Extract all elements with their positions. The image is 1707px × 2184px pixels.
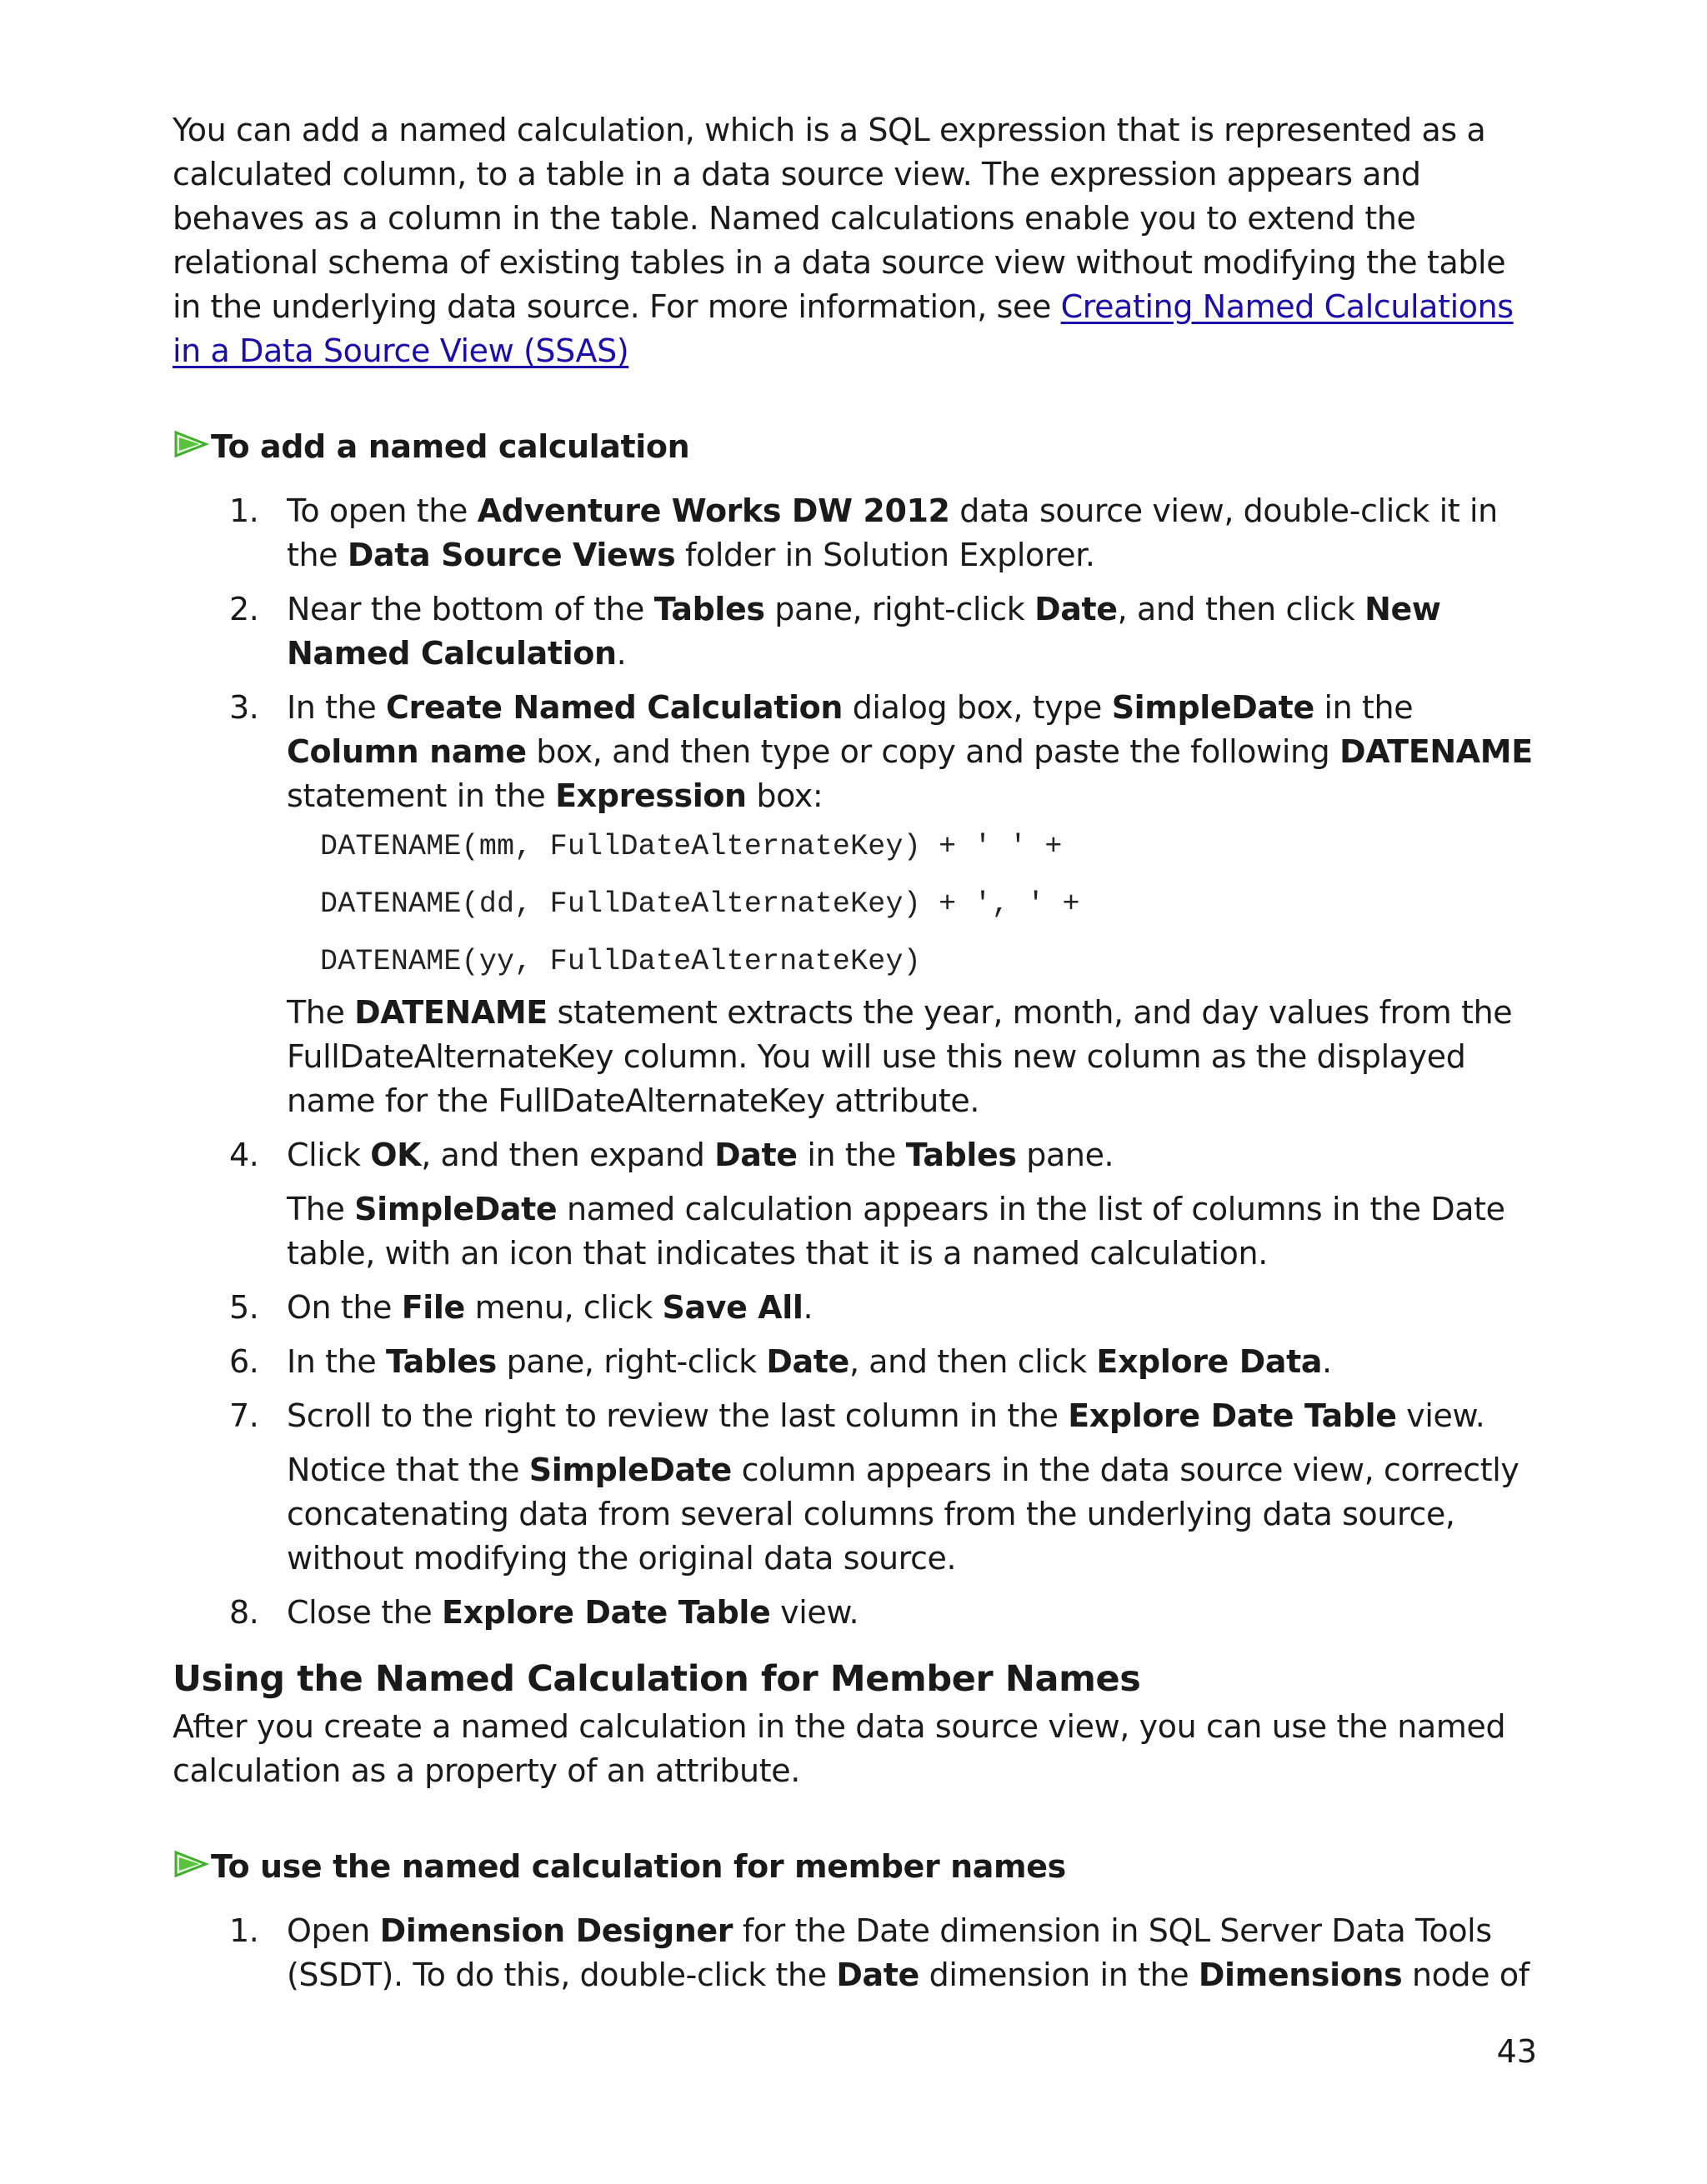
step-number: 7.: [229, 1397, 259, 1434]
step-note: [287, 1187, 1539, 1276]
document-page: [173, 108, 1539, 2007]
step-1: [173, 489, 1539, 577]
ui-term: Tables: [653, 591, 765, 627]
step-8: [173, 1591, 1539, 1635]
step-number: 5.: [229, 1289, 259, 1326]
section-intro: After you create a named calculation in the data source view, you can use the named calculation as a property of an attribute.: [173, 1708, 1506, 1789]
ui-term: Date: [836, 1957, 919, 1993]
code-line: DATENAME(mm, FullDateAlternateKey) + ' ' +: [320, 830, 1063, 863]
step-text: .: [803, 1289, 813, 1326]
ui-term: Column name: [287, 733, 527, 770]
step-5: [173, 1286, 1539, 1330]
step-number: 4.: [229, 1137, 259, 1173]
step-text: in the: [1314, 689, 1414, 726]
step-number: 2.: [229, 591, 259, 627]
step-note: [287, 1448, 1539, 1581]
step-text: , and then expand: [421, 1137, 715, 1173]
note-text: named calculation appears in the list of columns in the Date table, with an icon that indicates that it is a named calculation.: [287, 1191, 1505, 1272]
page-number: 43: [1496, 2033, 1537, 2070]
step-text: , and then click: [1117, 591, 1365, 627]
step-text: In the: [287, 1343, 387, 1380]
step-text: menu, click: [464, 1289, 663, 1326]
code-block: [287, 818, 1539, 991]
step-text: dialog box, type: [843, 689, 1112, 726]
ui-term: Explore Date Table: [442, 1594, 771, 1631]
step-text: node of: [1402, 1957, 1529, 1993]
step-text: Open: [287, 1912, 380, 1949]
note-text: The: [287, 1191, 355, 1227]
ui-term: Dimension Designer: [379, 1912, 733, 1949]
ui-term: SimpleDate: [528, 1452, 732, 1488]
procedure-title: To use the named calculation for member names: [211, 1848, 1066, 1885]
ui-term: File: [401, 1289, 465, 1326]
note-text: statement extracts the year, month, and day values from the FullDateAlternateKey column. You will use this new column as the displayed name for the FullDateAlternateKey attribute.: [287, 994, 1513, 1119]
step-number: 3.: [229, 689, 259, 726]
step-text: pane, right-click: [496, 1343, 767, 1380]
procedure-heading-member-names: [173, 1845, 1539, 1889]
creating-named-calculations-link[interactable]: Creating Named Calculations in a Data Source View (SSAS): [173, 288, 1514, 369]
step-text: , and then click: [848, 1343, 1097, 1380]
step-text: Close the: [287, 1594, 443, 1631]
ui-term: Expression: [555, 777, 747, 814]
step-text: Near the bottom of the: [287, 591, 654, 627]
step-number: 1.: [229, 1912, 259, 1949]
step-number: 6.: [229, 1343, 259, 1380]
step-text: To open the: [287, 492, 478, 529]
step-text: folder in Solution Explorer.: [675, 537, 1095, 573]
ui-term: Tables: [905, 1137, 1017, 1173]
step-6: [173, 1340, 1539, 1384]
step-text: .: [616, 635, 627, 672]
step-3: [173, 686, 1539, 1123]
ui-term: Date: [714, 1137, 798, 1173]
note-text: Notice that the: [287, 1452, 529, 1488]
step-text: On the: [287, 1289, 402, 1326]
ui-term: Save All: [662, 1289, 803, 1326]
step-text: pane, right-click: [764, 591, 1035, 627]
ui-term: Data Source Views: [347, 537, 676, 573]
note-text: column appears in the data source view, correctly concatenating data from several columns from the underlying data source, without modifying the original data source.: [287, 1452, 1519, 1577]
step-text: .: [1322, 1343, 1332, 1380]
step-text: box:: [746, 777, 823, 814]
step-2: [173, 587, 1539, 676]
section-heading: Using the Named Calculation for Member Names: [173, 1658, 1141, 1700]
step-number: 8.: [229, 1594, 259, 1631]
procedure-heading-add: [173, 425, 1539, 469]
ui-term: OK: [370, 1137, 422, 1173]
ui-term: SimpleDate: [1111, 689, 1314, 726]
ui-term: SimpleDate: [354, 1191, 558, 1227]
code-line: DATENAME(dd, FullDateAlternateKey) + ', ' +: [320, 887, 1080, 921]
note-text: The: [287, 994, 355, 1031]
step-note: [287, 991, 1539, 1123]
green-arrow-icon: [173, 1847, 209, 1881]
step-text: pane.: [1016, 1137, 1114, 1173]
ui-term: Tables: [386, 1343, 497, 1380]
step-text: statement in the: [287, 777, 556, 814]
step-text: Click: [287, 1137, 371, 1173]
steps-list-member-names: [173, 1909, 1539, 1997]
ui-term: Adventure Works DW 2012: [477, 492, 950, 529]
step-text: dimension in the: [919, 1957, 1199, 1993]
code-line: DATENAME(yy, FullDateAlternateKey): [320, 945, 921, 978]
step-number: 1.: [229, 492, 259, 529]
ui-term: Date: [766, 1343, 849, 1380]
step-text: view.: [1396, 1397, 1485, 1434]
step-text: box, and then type or copy and paste the following: [526, 733, 1340, 770]
ui-term: DATENAME: [354, 994, 548, 1031]
step-text: in the: [797, 1137, 906, 1173]
procedure-title: To add a named calculation: [211, 428, 690, 465]
step-text: In the: [287, 689, 387, 726]
intro-text: You can add a named calculation, which is a SQL expression that is represented as a calculated column, to a table in a data source view. The expression appears and behaves as a column in the table. Named calculations enable you to extend the relational schema of existing tables in a data source view without modifying the table in the underlying data source. For more information, see: [173, 112, 1506, 325]
step-text: Scroll to the right to review the last column in the: [287, 1397, 1069, 1434]
step-4: [173, 1133, 1539, 1276]
ui-term: Date: [1034, 591, 1118, 627]
ui-term: Dimensions: [1198, 1957, 1403, 1993]
green-arrow-icon: [173, 427, 209, 461]
step-text: data source view, double-click it in the: [287, 492, 1498, 573]
step-1: [173, 1909, 1539, 1997]
ui-term: Explore Data: [1096, 1343, 1323, 1380]
step-7: [173, 1394, 1539, 1581]
intro-paragraph: [173, 108, 1539, 373]
steps-list-add: [173, 489, 1539, 1635]
ui-term: Create Named Calculation: [386, 689, 843, 726]
step-text: view.: [770, 1594, 859, 1631]
ui-term: New Named Calculation: [287, 591, 1441, 672]
step-text: for the Date dimension in SQL Server Data Tools (SSDT). To do this, double-click the: [287, 1912, 1492, 1993]
ui-term: DATENAME: [1339, 733, 1533, 770]
ui-term: Explore Date Table: [1068, 1397, 1397, 1434]
